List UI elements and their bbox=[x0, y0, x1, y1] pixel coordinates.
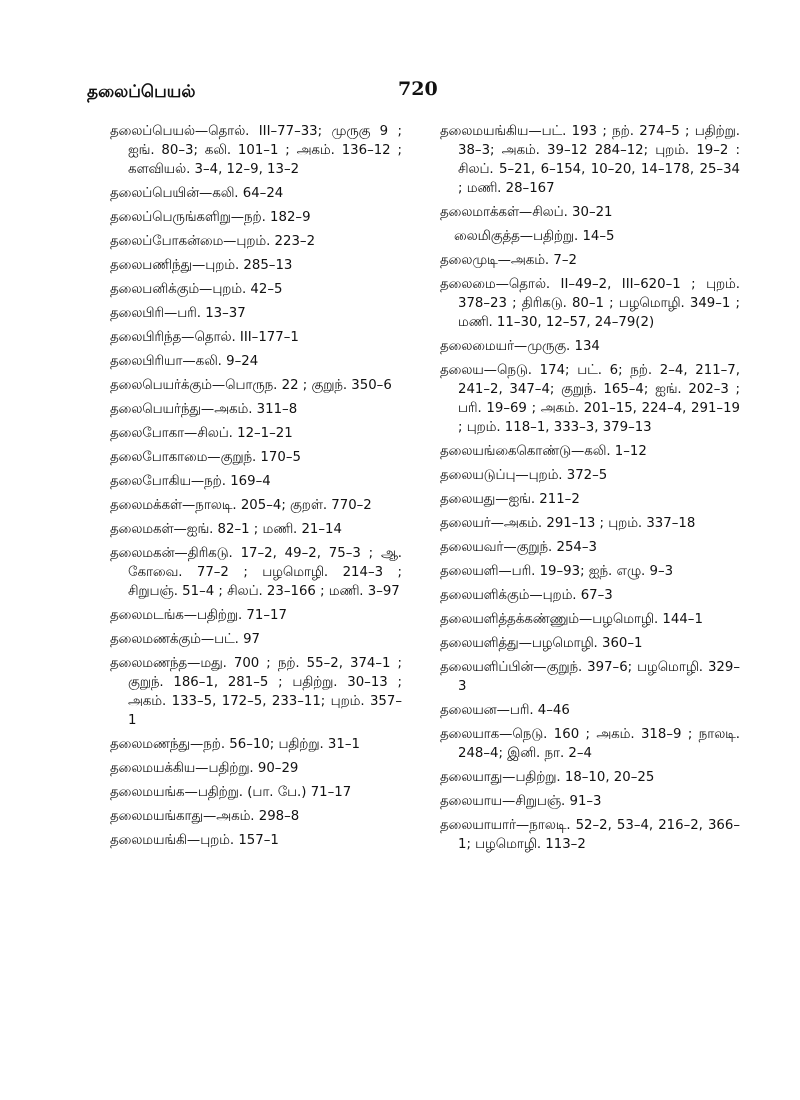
index-entry: தலையளித்தக்கண்ணும்—பழமொழி. 144–1 bbox=[440, 612, 703, 627]
index-entry: தலைமக்கள்—நாலடி. 205–4; குறள். 770–2 bbox=[110, 498, 372, 513]
index-entry: தலைபோகா—சிலப். 12–1–21 bbox=[110, 426, 293, 441]
index-entry: தலையளிக்கும்—புறம். 67–3 bbox=[440, 588, 613, 603]
index-entry: தலைமாக்கள்—சிலப். 30–21 bbox=[440, 205, 613, 220]
index-entry: தலையர்—அகம். 291–13 ; புறம். 337–18 bbox=[440, 516, 696, 531]
index-entry: தலைபோகாமை—குறுந். 170–5 bbox=[110, 450, 301, 465]
index-entry: தலைமயங்கி—புறம். 157–1 bbox=[110, 833, 279, 848]
index-entry: தலையவர்—குறுந். 254–3 bbox=[440, 540, 597, 555]
index-entry: தலையளித்து—பழமொழி. 360–1 bbox=[440, 636, 643, 651]
index-entry: தலையாக—நெடு. 160 ; அகம். 318–9 ; நாலடி. 248–4; இனி. நா. 2–4 bbox=[440, 727, 740, 761]
index-entry: தலைமை—தொல். II–49–2, III–620–1 ; புறம். 378–23 ; திரிகடு. 80–1 ; பழமொழி. 349–1 ; மணி. 11–30, 12–57, 24–79(2) bbox=[440, 277, 740, 330]
index-entry: தலைபிரியா—கலி. 9–24 bbox=[110, 354, 259, 369]
index-entry: தலைப்பெருங்களிறு—நற். 182–9 bbox=[110, 210, 311, 225]
index-entry: தலையாயார்—நாலடி. 52–2, 53–4, 216–2, 366–1; பழமொழி. 113–2 bbox=[440, 818, 740, 852]
index-entry: தலைபனிக்கும்—புறம். 42–5 bbox=[110, 282, 283, 297]
index-entry: தலைபணிந்து—புறம். 285–13 bbox=[110, 258, 293, 273]
index-entry: தலைபிரி—பரி. 13–37 bbox=[110, 306, 246, 321]
index-entry: தலைமகள்—ஐங். 82–1 ; மணி. 21–14 bbox=[110, 522, 342, 537]
index-entry: தலையன—பரி. 4–46 bbox=[440, 703, 570, 718]
index-entry: தலையங்கைகொண்டு—கலி. 1–12 bbox=[440, 444, 647, 459]
index-entry: தலையளிப்பின்—குறுந். 397–6; பழமொழி. 329–3 bbox=[440, 660, 740, 694]
index-entry: தலைமயங்கிய—பட். 193 ; நற். 274–5 ; பதிற்று. 38–3; அகம். 39–12 284–12; புறம். 19–2 : சிலப். 5–21, 6–154, 10–20, 14–178, 25–34 ; மணி. 28–167 bbox=[440, 124, 740, 196]
page-number: 720 bbox=[398, 78, 438, 100]
index-entry: தலைமகன்—திரிகடு. 17–2, 49–2, 75–3 ; ஆ. கோவை. 77–2 ; பழமொழி. 214–3 ; சிறுபஞ். 51–4 ; சிலப். 23–166 ; மணி. 3–97 bbox=[110, 546, 402, 599]
index-entry: தலையடுப்பு—புறம். 372–5 bbox=[440, 468, 608, 483]
index-entry: தலையாய—சிறுபஞ். 91–3 bbox=[440, 794, 602, 809]
index-entry: தலைபோகிய—நற். 169–4 bbox=[110, 474, 271, 489]
index-entry: தலைமணந்த—மது. 700 ; நற். 55–2, 374–1 ; குறுந். 186–1, 281–5 ; பதிற்று. 30–13 ; அகம். 133–5, 172–5, 233–11; புறம். 357–1 bbox=[110, 656, 402, 728]
index-entry: தலைப்பெயின்—கலி. 64–24 bbox=[110, 186, 284, 201]
index-entry: தலைபெயர்ந்து—அகம். 311–8 bbox=[110, 402, 298, 417]
index-entry: தலைய—நெடு. 174; பட். 6; நற். 2–4, 211–7, 241–2, 347–4; குறுந். 165–4; ஐங். 202–3 ; பரி. 19–69 ; அகம். 201–15, 224–4, 291–19 ; புறம். 118–1, 333–3, 379–13 bbox=[440, 363, 740, 435]
right-column bbox=[440, 122, 740, 859]
index-entry: தலைமணந்து—நற். 56–10; பதிற்று. 31–1 bbox=[110, 737, 360, 752]
index-entry: தலைமணக்கும்—பட். 97 bbox=[110, 632, 260, 647]
index-entry: தலைப்பெயல்—தொல். III–77–33; முருகு 9 ; ஐங். 80–3; கலி. 101–1 ; அகம். 136–12 ; களவியல். 3–4, 12–9, 13–2 bbox=[110, 124, 402, 177]
index-entry: தலையது—ஐங். 211–2 bbox=[440, 492, 580, 507]
index-entry: தலைமடங்க—பதிற்று. 71–17 bbox=[110, 608, 287, 623]
index-entry: தலைமயங்காது—அகம். 298–8 bbox=[110, 809, 300, 824]
index-entry: தலைப்போகன்மை—புறம். 223–2 bbox=[110, 234, 316, 249]
running-head: தலைப்பெயல் bbox=[87, 82, 196, 102]
left-column bbox=[110, 122, 402, 855]
index-entry: லைமிகுத்த—பதிற்று. 14–5 bbox=[454, 229, 615, 244]
index-entry: தலைபெயர்க்கும்—பொருந. 22 ; குறுந். 350–6 bbox=[110, 378, 392, 393]
index-entry: தலையாது—பதிற்று. 18–10, 20–25 bbox=[440, 770, 655, 785]
index-entry: தலைமையர்—முருகு. 134 bbox=[440, 339, 600, 354]
index-entry: தலைமயங்க—பதிற்று. (பா. பே.) 71–17 bbox=[110, 785, 352, 800]
index-entry: தலைபிரிந்த—தொல். III–177–1 bbox=[110, 330, 299, 345]
index-entry: தலையளி—பரி. 19–93; ஐந். எழு. 9–3 bbox=[440, 564, 674, 579]
index-entry: தலைமயக்கிய—பதிற்று. 90–29 bbox=[110, 761, 299, 776]
index-entry: தலைமுடி—அகம். 7–2 bbox=[440, 253, 577, 268]
